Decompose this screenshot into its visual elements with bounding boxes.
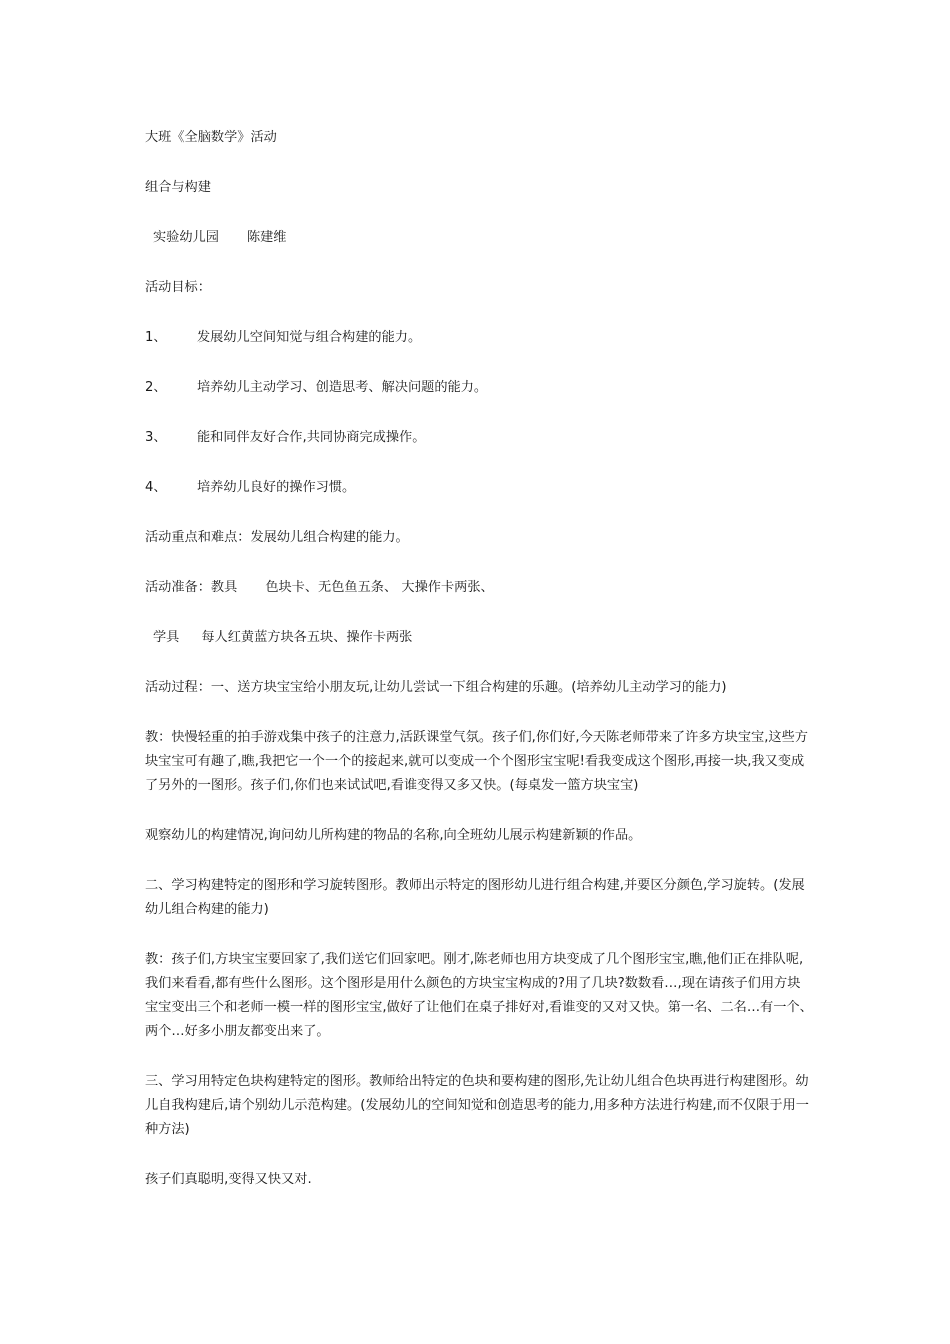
goal-number: 1、 <box>145 330 167 345</box>
prep-student-label: 学具 <box>153 630 180 645</box>
process-step-1: 活动过程：一、送方块宝宝给小朋友玩,让幼儿尝试一下组合构建的乐趣。(培养幼儿主动学习的能力) <box>145 680 727 695</box>
document-body <box>145 126 813 1218</box>
prep-student-items: 每人红黄蓝方块各五块、操作卡两张 <box>201 630 413 645</box>
prep-teacher-items: 色块卡、无色鱼五条、 大操作卡两张、 <box>265 580 494 595</box>
process-step-2: 二、学习构建特定的图形和学习旋转图形。教师出示特定的图形幼儿进行组合构建,并要区分颜色,学习旋转。(发展幼儿组合构建的能力) <box>145 878 805 917</box>
prep-student-line <box>145 626 813 650</box>
goal-item <box>145 326 813 350</box>
goal-number: 3、 <box>145 430 167 445</box>
goal-text: 发展幼儿空间知觉与组合构建的能力。 <box>197 330 422 345</box>
school-name: 实验幼儿园 <box>153 230 219 245</box>
teaching-paragraph-1: 教：快慢轻重的拍手游戏集中孩子的注意力,活跃课堂气氛。孩子们,你们好,今天陈老师带来了许多方块宝宝,这些方块宝宝可有趣了,瞧,我把它一个一个的接起来,就可以变成一个个图形宝宝呢!看我变成这个图形,再接一块,我又变成了另外的一图形。孩子们,你们也来试试吧,看谁变得又多又快。(每桌发一篮方块宝宝) <box>145 730 808 793</box>
goals-heading: 活动目标： <box>145 280 211 295</box>
teaching-paragraph-2: 教：孩子们,方块宝宝要回家了,我们送它们回家吧。刚才,陈老师也用方块变成了几个图形宝宝,瞧,他们正在排队呢,我们来看看,都有些什么图形。这个图形是用什么颜色的方块宝宝构成的?用了几块?数数看…,现在请孩子们用方块宝宝变出三个和老师一模一样的图形宝宝,做好了让他们在桌子排好对,看谁变的又对又快。第一名、二名…有一个、两个…好多小朋友都变出来了。 <box>145 952 813 1039</box>
goal-item <box>145 376 813 400</box>
closing-line: 孩子们真聪明,变得又快又对. <box>145 1172 312 1187</box>
observation-paragraph: 观察幼儿的构建情况,询问幼儿所构建的物品的名称,向全班幼儿展示构建新颖的作品。 <box>145 828 642 843</box>
author-name: 陈建维 <box>246 230 287 245</box>
doc-title: 大班《全脑数学》活动 <box>145 130 277 145</box>
goal-number: 4、 <box>145 480 167 495</box>
prep-label: 活动准备：教具 <box>145 580 238 595</box>
goal-item <box>145 476 813 500</box>
doc-byline <box>145 226 813 250</box>
goal-text: 培养幼儿主动学习、创造思考、解决问题的能力。 <box>197 380 488 395</box>
key-points: 活动重点和难点：发展幼儿组合构建的能力。 <box>145 530 409 545</box>
goal-number: 2、 <box>145 380 167 395</box>
goal-text: 培养幼儿良好的操作习惯。 <box>197 480 356 495</box>
prep-teacher-line <box>145 576 813 600</box>
goal-text: 能和同伴友好合作,共同协商完成操作。 <box>197 430 426 445</box>
doc-subtitle: 组合与构建 <box>145 180 211 195</box>
goal-item <box>145 426 813 450</box>
process-step-3: 三、学习用特定色块构建特定的图形。教师给出特定的色块和要构建的图形,先让幼儿组合色块再进行构建图形。幼儿自我构建后,请个别幼儿示范构建。(发展幼儿的空间知觉和创造思考的能力,用多种方法进行构建,而不仅限于用一种方法) <box>145 1074 809 1137</box>
